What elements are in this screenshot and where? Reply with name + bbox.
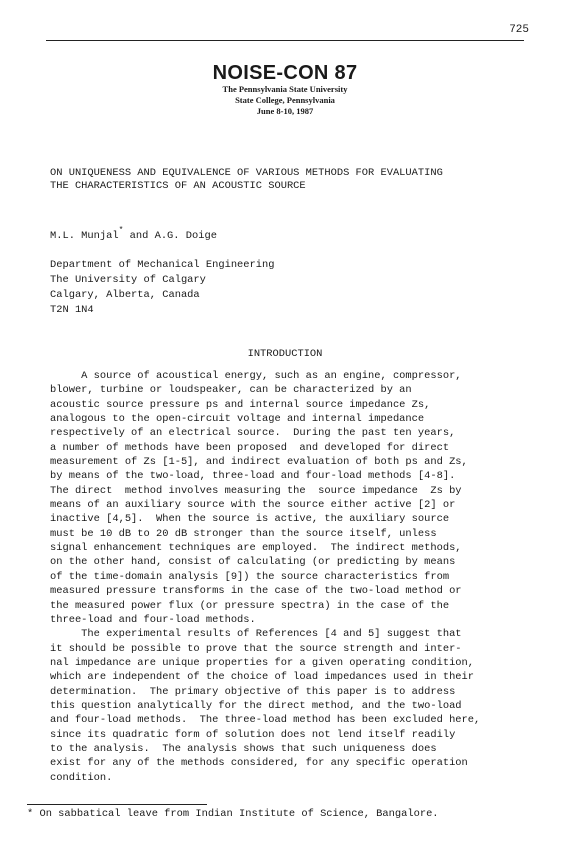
paper-title	[50, 167, 443, 193]
paper-title-line: ON UNIQUENESS AND EQUIVALENCE OF VARIOUS METHODS FOR EVALUATING	[50, 167, 443, 179]
body-line: this question analytically for the direct method, and the two-load	[50, 699, 462, 712]
body-line: exist for any of the methods considered, for any specific operation	[50, 757, 468, 770]
conference-university: The Pennsylvania State University	[222, 84, 348, 94]
section-heading: INTRODUCTION	[247, 348, 323, 360]
conference-header	[0, 62, 570, 117]
body-line: blower, turbine or loudspeaker, can be characterized by an	[50, 384, 412, 397]
body-text	[50, 369, 520, 785]
affiliation-line: The University of Calgary	[50, 274, 206, 286]
footnote-rule	[27, 804, 207, 805]
header-rule	[46, 40, 524, 41]
body-line: of the time-domain analysis [9]) the source characteristics from	[50, 570, 450, 583]
body-line: The experimental results of References [4 and 5] suggest that	[50, 628, 462, 641]
body-line: nal impedance are unique properties for a given operating condition,	[50, 656, 475, 669]
body-line: it should be possible to prove that the source strength and inter-	[50, 642, 462, 655]
paper-title-line: THE CHARACTERISTICS OF AN ACOUSTIC SOURCE	[50, 180, 306, 192]
body-line: condition.	[50, 771, 113, 784]
coauthor-name: and A.G. Doige	[123, 230, 217, 242]
affiliation-line: Calgary, Alberta, Canada	[50, 289, 200, 301]
body-line: means of an auxiliary source with the source either active [2] or	[50, 499, 456, 512]
body-line: respectively of an electrical source. During the past ten years,	[50, 427, 456, 440]
body-line: measurement of Zs [1-5], and indirect evaluation of both ps and Zs,	[50, 456, 468, 469]
body-line: to the analysis. The analysis shows that such uniqueness does	[50, 742, 437, 755]
body-line: on the other hand, consist of calculating (or predicting by means	[50, 556, 456, 569]
body-line: signal enhancement techniques are employed. The indirect methods,	[50, 542, 462, 555]
author-name: M.L. Munjal	[50, 230, 119, 242]
body-line: measured pressure transforms in the case of the two-load method or	[50, 585, 462, 598]
author-line	[50, 226, 217, 242]
body-line: three-load and four-load methods.	[50, 613, 256, 626]
body-line: inactive [4,5]. When the source is active, the auxiliary source	[50, 513, 450, 526]
affiliation	[50, 258, 274, 318]
body-line: and four-load methods. The three-load method has been excluded here,	[50, 714, 481, 727]
body-line: determination. The primary objective of this paper is to address	[50, 685, 456, 698]
body-line: A source of acoustical energy, such as an engine, compressor,	[50, 370, 462, 382]
body-line: a number of methods have been proposed and developed for direct	[50, 441, 450, 454]
affiliation-line: Department of Mechanical Engineering	[50, 259, 275, 271]
page-number: 725	[509, 24, 529, 36]
body-line: acoustic source pressure ps and internal source impedance Zs,	[50, 398, 431, 411]
affiliation-line: T2N 1N4	[50, 304, 94, 316]
body-line: must be 10 dB to 20 dB stronger than the source itself, unless	[50, 527, 437, 540]
body-line: since its quadratic form of solution does not lend itself readily	[50, 728, 456, 741]
body-line: which are independent of the choice of load impedances used in their	[50, 671, 475, 684]
body-line: by means of the two-load, three-load and four-load methods [4-8].	[50, 470, 456, 483]
body-line: the measured power flux (or pressure spectra) in the case of the	[50, 599, 450, 612]
conference-name: NOISE-CON 87	[212, 62, 358, 84]
conference-location: State College, Pennsylvania	[235, 95, 335, 105]
footnote: * On sabbatical leave from Indian Institute of Science, Bangalore.	[27, 808, 439, 820]
footnote-marker: *	[118, 226, 124, 235]
body-line: The direct method involves measuring the source impedance Zs by	[50, 484, 462, 497]
body-line: analogous to the open-circuit voltage and internal impedance	[50, 413, 425, 426]
conference-dates: June 8-10, 1987	[256, 106, 314, 116]
